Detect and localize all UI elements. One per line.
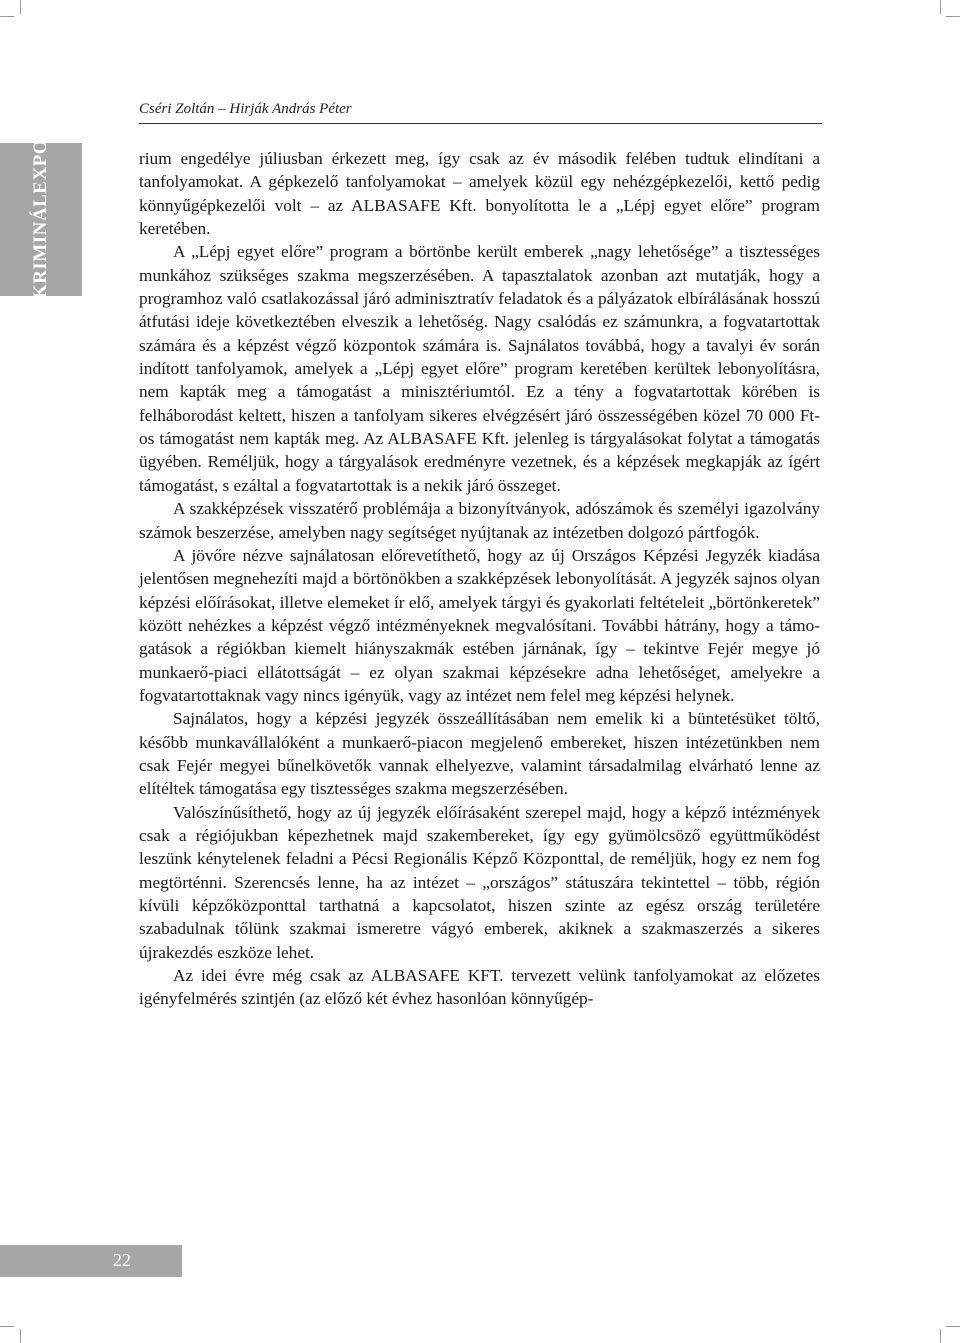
header-rule — [139, 123, 822, 124]
crop-mark — [940, 0, 941, 14]
paragraph: A jövőre nézve sajnálatosan előrevetíthető, hogy az új Országos Képzési Jegyzék kiadása jelentősen megnehezíti majd a börtönökben a szakképzések lebonyolítását. A jegyzék sajnos olyan képzési előírásokat, illetve elemeket ír elő, amelyek tárgyi és gyakorlati feltételeit „börtönkeretek” között nehézkes a képzést végző intézményeknek megvalósítani. További hátrány, hogy a támogatások a régiókban kiemelt hiányszakmák estében járnának, így – tekintve Fejér megye jó munkaerő-piaci ellátottságát – ez olyan szakmai képzésekre adna lehetőséget, amelyekre a fogvatartottaknak vagy nincs igényük, vagy az intézet nem felel meg képzési helynek. — [139, 545, 820, 705]
crop-mark — [940, 1329, 941, 1343]
page-number: 22 — [113, 1250, 131, 1270]
paragraph: Sajnálatos, hogy a képzési jegyzék összeállításában nem emelik ki a büntetésüket töltő, később munkavállalóként a munkaerő-piacon megjelenő embereket, hiszen intézetünkben nem csak Fejér megyei bűnelkövetők vannak elhelyezve, valamint társadalmilag elvárható lenne az elítéltek támogatása egy tisztességes szakma megszerzésében. — [139, 709, 820, 799]
paragraph: Valószínűsíthető, hogy az új jegyzék előírásaként szerepel majd, hogy a képző intézmények csak a régiójukban képezhetnek majd szakembereket, így egy gyümölcsöző együttműködést leszünk kénytelenek feladni a Pécsi Regionális Képző Központtal, de reméljük, hogy ez nem fog megtörténni. Szerencsés lenne, ha az intézet – „országos” státuszára tekintettel – több, régión kívüli képzőközponttal tarthatná a kapcsolatot, hiszen szinte az egész ország területére szabadulnak tőlünk szakmai ismeretre vágyó emberek, akiknek a szakmaszerzés a sikeres újrakezdés eszköze lehet. — [139, 802, 820, 962]
article-body — [139, 147, 820, 1011]
paragraph: Az idei évre még csak az ALBASAFE KFT. tervezett velünk tanfolyamokat az előzetes igényfelmérés szintjén (az előző két évhez hasonlóan könnyűgép- — [139, 966, 820, 1009]
running-head: Cséri Zoltán – Hirják András Péter — [139, 101, 352, 117]
crop-mark — [20, 1329, 21, 1343]
paragraph: A szakképzések visszatérő problémája a bizonyítványok, adószámok és személyi igazolvány számok beszerzése, amelyben nagy segítséget nyújtanak az intézetben dolgozó pártfogók. — [139, 499, 820, 542]
section-side-tab — [0, 138, 82, 300]
crop-mark — [946, 1326, 960, 1327]
paragraph: A „Lépj egyet előre” program a börtönbe került emberek „nagy lehetősége” a tisztességes munkához szükséges szakma megszerzésében. A tapasztalatok azonban azt mutatják, hogy a programhoz való csatlakozással járó adminisztratív feladatok és a pályázatok elbírálásának hosszú átfutási ideje következtében elveszik a lehetőség. Nagy csalódás ez számunkra, a fogvatartottak számára és a képzést végző központok számára is. Sajnálatos továbbá, hogy a tavalyi év során indított tanfolyamok, amelyek a „Lépj egyet előre” program keretében kerültek lebonyolításra, nem kapták meg a támogatást a minisztériumtól. Ez a tény a fogvatartottak körében is felháborodást keltett, hiszen a tanfolyam sikeres elvégzésért járó összességében közel 70 000 Ft-os támogatást nem kapták meg. Az ALBASAFE Kft. jelenleg is tárgyalásokat folytat a támogatás ügyében. Reméljük, hogy a tárgyalások eredményre vezetnek, és a képzések megkapják az ígért támogatást, s ezáltal a fogvatartottak is a nekik járó összeget. — [139, 242, 820, 495]
paragraph: rium engedélye júliusban érkezett meg, így csak az év második felében tudtuk elindítani a tanfolyamokat. A gépkezelő tanfolyamokat – amelyek közül egy nehézgépkezelői, kettő pedig könnyűgépkezelői volt – az ALBASAFE Kft. bonyolította le a „Lépj egyet előre” program keretében. — [139, 149, 820, 239]
section-label: KRIMINÁLEXPO — [30, 138, 51, 300]
crop-mark — [20, 0, 21, 14]
page-number-box — [0, 1245, 182, 1277]
crop-mark — [0, 1326, 14, 1327]
crop-mark — [0, 16, 14, 17]
crop-mark — [946, 16, 960, 17]
